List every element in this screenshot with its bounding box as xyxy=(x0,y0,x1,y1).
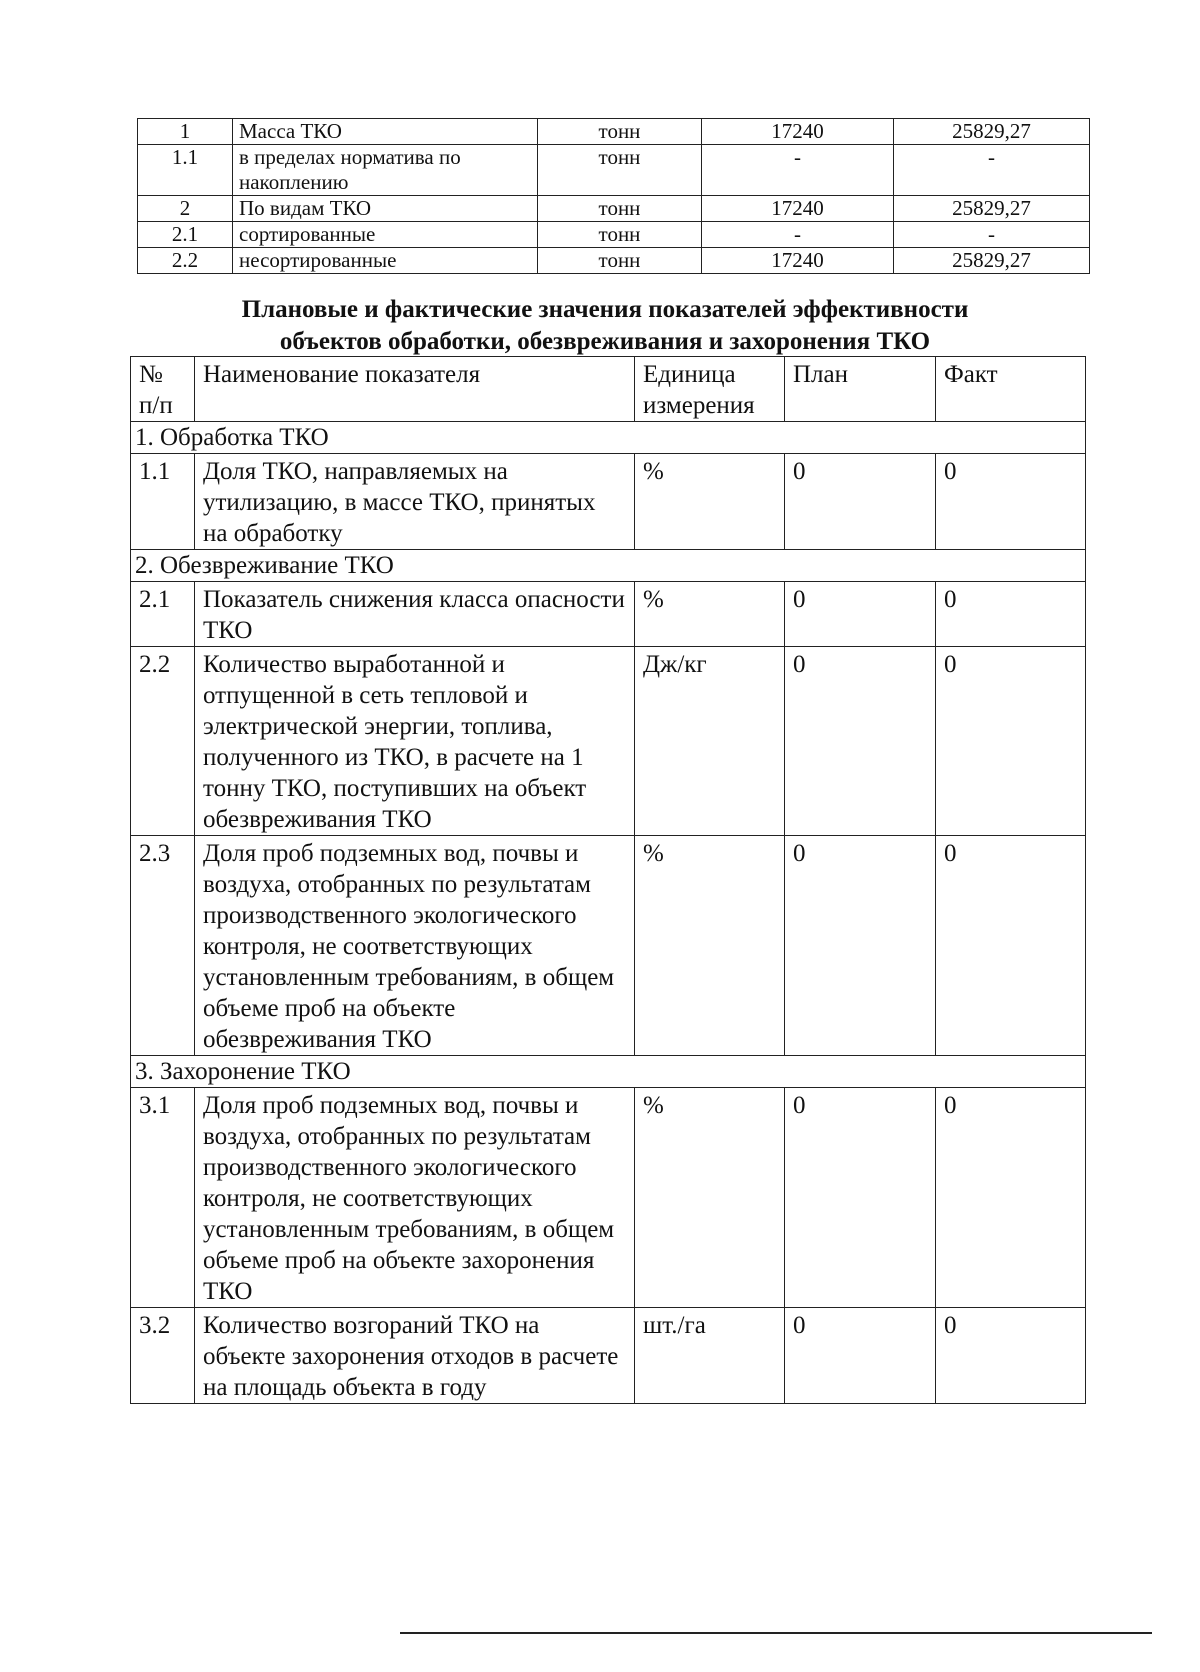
section-title: 2. Обезвреживание ТКО xyxy=(131,550,1086,582)
table-row xyxy=(131,647,1086,836)
header-name: Наименование показателя xyxy=(195,357,635,422)
row-unit: % xyxy=(635,1088,785,1308)
row-number: 1 xyxy=(138,119,233,145)
row-number: 2 xyxy=(138,196,233,222)
row-number: 2.1 xyxy=(138,222,233,248)
row-name: Показатель снижения класса опасности ТКО xyxy=(195,582,635,647)
row-plan: 0 xyxy=(785,836,936,1056)
section-title: 1. Обработка ТКО xyxy=(131,422,1086,454)
row-number: 2.2 xyxy=(131,647,195,836)
row-fact: 25829,27 xyxy=(894,248,1090,274)
row-name: сортированные xyxy=(233,222,538,248)
row-unit: тонн xyxy=(538,222,702,248)
table-row xyxy=(131,1088,1086,1308)
table-row xyxy=(138,119,1090,145)
row-name: Доля ТКО, направляемых на утилизацию, в массе ТКО, принятых на обработку xyxy=(195,454,635,550)
row-plan: 0 xyxy=(785,454,936,550)
row-plan: 0 xyxy=(785,1308,936,1404)
table-row xyxy=(131,454,1086,550)
table-row xyxy=(131,582,1086,647)
row-fact: 25829,27 xyxy=(894,196,1090,222)
table-row xyxy=(138,196,1090,222)
row-unit: % xyxy=(635,454,785,550)
section-heading xyxy=(125,294,1085,358)
row-name: Доля проб подземных вод, почвы и воздуха, отобранных по результатам производственного экологического контроля, не соответствующих установленным требованиям, в общем объеме проб на объекте захоронения ТКО xyxy=(195,1088,635,1308)
header-unit: Единица измерения xyxy=(635,357,785,422)
row-name: несортированные xyxy=(233,248,538,274)
section-title: 3. Захоронение ТКО xyxy=(131,1056,1086,1088)
row-plan: 0 xyxy=(785,1088,936,1308)
table-header-row xyxy=(131,357,1086,422)
row-fact: 0 xyxy=(936,582,1086,647)
row-unit: тонн xyxy=(538,145,702,196)
row-number: 2.1 xyxy=(131,582,195,647)
row-name: в пределах норматива по накоплению xyxy=(233,145,538,196)
row-number: 2.3 xyxy=(131,836,195,1056)
section-row xyxy=(131,422,1086,454)
section-row xyxy=(131,550,1086,582)
row-name: Количество выработанной и отпущенной в сеть тепловой и электрической энергии, топлива, полученного из ТКО, в расчете на 1 тонну ТКО, поступивших на объект обезвреживания ТКО xyxy=(195,647,635,836)
row-number: 2.2 xyxy=(138,248,233,274)
row-unit: Дж/кг xyxy=(635,647,785,836)
row-fact: 0 xyxy=(936,1308,1086,1404)
row-name: Масса ТКО xyxy=(233,119,538,145)
row-fact: 0 xyxy=(936,454,1086,550)
heading-line-2: объектов обработки, обезвреживания и захоронения ТКО xyxy=(279,328,931,355)
signature-line xyxy=(400,1632,1152,1634)
row-unit: % xyxy=(635,836,785,1056)
row-plan: - xyxy=(702,222,894,248)
header-number: № п/п xyxy=(131,357,195,422)
row-plan: 17240 xyxy=(702,248,894,274)
table-row xyxy=(138,145,1090,196)
row-number: 1.1 xyxy=(138,145,233,196)
row-unit: шт./га xyxy=(635,1308,785,1404)
row-fact: - xyxy=(894,222,1090,248)
row-fact: 0 xyxy=(936,647,1086,836)
heading-line-1: Плановые и фактические значения показателей эффективности xyxy=(241,296,969,323)
row-plan: - xyxy=(702,145,894,196)
row-unit: тонн xyxy=(538,248,702,274)
row-plan: 17240 xyxy=(702,196,894,222)
row-unit: тонн xyxy=(538,119,702,145)
efficiency-indicators-table xyxy=(130,356,1086,1404)
row-name: Доля проб подземных вод, почвы и воздуха, отобранных по результатам производственного экологического контроля, не соответствующих установленным требованиям, в общем объеме проб на объекте обезвреживания ТКО xyxy=(195,836,635,1056)
header-fact: Факт xyxy=(936,357,1086,422)
row-plan: 17240 xyxy=(702,119,894,145)
table-row xyxy=(138,248,1090,274)
row-plan: 0 xyxy=(785,647,936,836)
row-number: 3.1 xyxy=(131,1088,195,1308)
table-row xyxy=(131,1308,1086,1404)
row-fact: - xyxy=(894,145,1090,196)
row-fact: 0 xyxy=(936,836,1086,1056)
row-plan: 0 xyxy=(785,582,936,647)
row-unit: тонн xyxy=(538,196,702,222)
table-row xyxy=(138,222,1090,248)
row-name: Количество возгораний ТКО на объекте захоронения отходов в расчете на площадь объекта в году xyxy=(195,1308,635,1404)
header-plan: План xyxy=(785,357,936,422)
row-name: По видам ТКО xyxy=(233,196,538,222)
row-fact: 25829,27 xyxy=(894,119,1090,145)
row-unit: % xyxy=(635,582,785,647)
section-row xyxy=(131,1056,1086,1088)
row-number: 3.2 xyxy=(131,1308,195,1404)
table-row xyxy=(131,836,1086,1056)
row-number: 1.1 xyxy=(131,454,195,550)
waste-mass-table xyxy=(137,118,1090,274)
row-fact: 0 xyxy=(936,1088,1086,1308)
